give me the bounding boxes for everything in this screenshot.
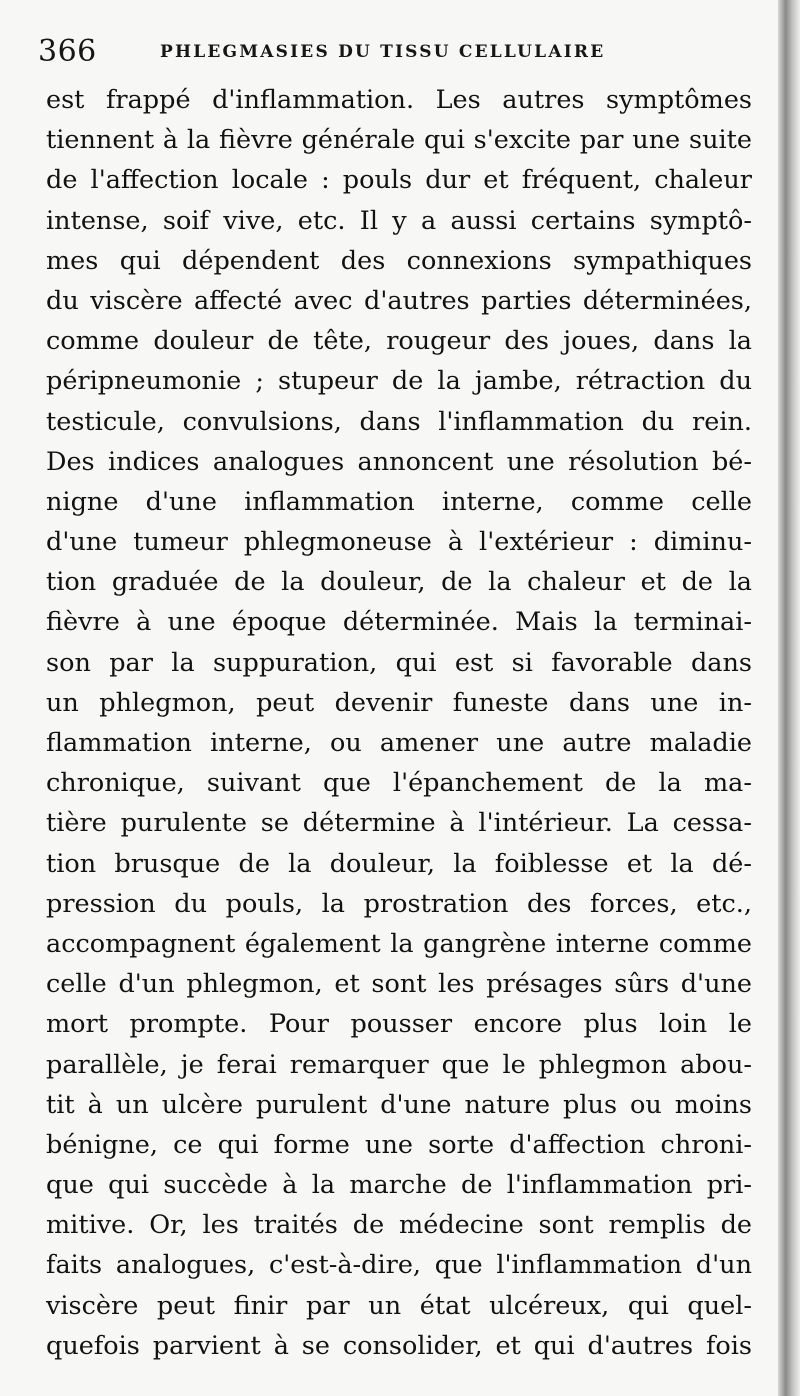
text-line: accompagnent également la gangrène interne comme — [46, 928, 752, 959]
page-header-title: PHLEGMASIES DU TISSU CELLULAIRE — [160, 42, 606, 62]
text-line: tiennent à la fièvre générale qui s'excite par une suite — [46, 125, 752, 156]
text-line: viscère peut finir par un état ulcéreux, qui quel- — [46, 1290, 752, 1321]
text-line: Des indices analogues annoncent une résolution bé- — [46, 446, 752, 477]
text-line: que qui succède à la marche de l'inflammation pri- — [46, 1170, 752, 1201]
text-line: du viscère affecté avec d'autres parties déterminées, — [46, 285, 752, 316]
text-line: mes qui dépendent des connexions sympathiques — [46, 245, 752, 276]
text-line: chronique, suivant que l'épanchement de la ma- — [46, 768, 752, 799]
text-line: d'une tumeur phlegmoneuse à l'extérieur : diminu- — [46, 527, 752, 558]
text-line: est frappé d'inflammation. Les autres symptômes — [46, 85, 752, 115]
text-line: tion brusque de la douleur, la foiblesse et la dé- — [46, 848, 752, 879]
text-line: son par la suppuration, qui est si favorable dans — [46, 647, 752, 678]
text-line: quefois parvient à se consolider, et qui d'autres fois — [46, 1330, 752, 1361]
text-line: tière purulente se détermine à l'intérieur. La cessa- — [46, 808, 752, 839]
text-line: mort prompte. Pour pousser encore plus loin le — [46, 1009, 752, 1040]
body-text — [46, 80, 752, 1366]
text-line: faits analogues, c'est-à-dire, que l'inflammation d'un — [46, 1250, 752, 1281]
text-line: tit à un ulcère purulent d'une nature plus ou moins — [46, 1089, 752, 1120]
text-line: bénigne, ce qui forme une sorte d'affection chroni- — [46, 1129, 752, 1160]
text-line: fièvre à une époque déterminée. Mais la terminai- — [46, 607, 752, 638]
running-head — [38, 34, 758, 78]
text-line: parallèle, je ferai remarquer que le phlegmon abou- — [46, 1049, 752, 1080]
text-line: péripneumonie ; stupeur de la jambe, rétraction du — [46, 366, 752, 397]
text-line: comme douleur de tête, rougeur des joues, dans la — [46, 326, 752, 357]
text-line: tion graduée de la douleur, de la chaleur et de la — [46, 567, 752, 598]
page-edge-shadow — [778, 0, 800, 1396]
text-line: de l'affection locale : pouls dur et fréquent, chaleur — [46, 165, 752, 196]
text-line: mitive. Or, les traités de médecine sont remplis de — [46, 1210, 752, 1241]
text-line: intense, soif vive, etc. Il y a aussi certains symptô- — [46, 205, 752, 236]
text-line: testicule, convulsions, dans l'inflammation du rein. — [46, 406, 752, 437]
text-line: flammation interne, ou amener une autre maladie — [46, 728, 752, 758]
text-line: pression du pouls, la prostration des forces, etc., — [46, 888, 752, 919]
text-line: nigne d'une inflammation interne, comme celle — [46, 486, 752, 517]
text-line: celle d'un phlegmon, et sont les présages sûrs d'une — [46, 969, 752, 1000]
page-number: 366 — [38, 34, 97, 69]
text-line: un phlegmon, peut devenir funeste dans une in- — [46, 687, 752, 718]
